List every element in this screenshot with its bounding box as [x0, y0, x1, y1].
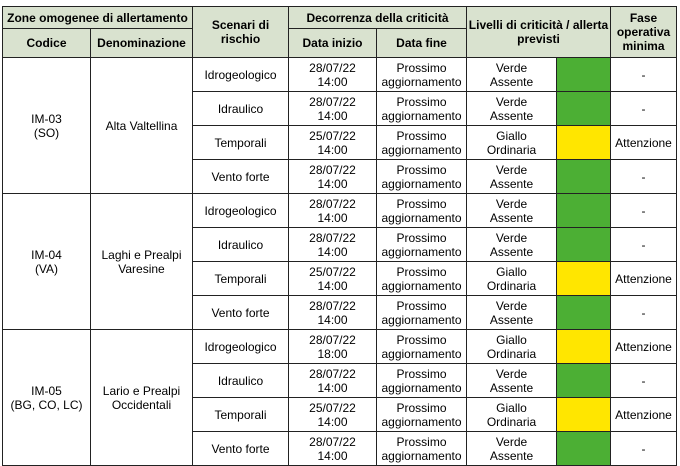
phase-header: Fase operativa minima	[611, 7, 677, 58]
validity-header: Decorrenza della criticità	[289, 7, 467, 29]
phase-cell: -	[611, 228, 677, 262]
scenario-cell: Vento forte	[193, 160, 289, 194]
level-label-cell: Verde Assente	[467, 58, 557, 92]
phase-cell: -	[611, 92, 677, 126]
zone-code: IM-04 (VA)	[3, 194, 91, 330]
phase-cell: -	[611, 296, 677, 330]
level-color-swatch	[557, 126, 611, 160]
level-label-cell: Verde Assente	[467, 296, 557, 330]
phase-cell: Attenzione	[611, 262, 677, 296]
levels-header: Livelli di criticità / allerta previsti	[467, 7, 611, 58]
table-body	[3, 58, 677, 466]
start-date-cell: 28/07/22 14:00	[289, 194, 377, 228]
level-label-cell: Giallo Ordinaria	[467, 330, 557, 364]
end-date-cell: Prossimo aggiornamento	[377, 364, 467, 398]
start-date-cell: 28/07/22 18:00	[289, 330, 377, 364]
end-date-cell: Prossimo aggiornamento	[377, 228, 467, 262]
scenario-cell: Vento forte	[193, 296, 289, 330]
scenario-cell: Temporali	[193, 126, 289, 160]
zone-name: Alta Valtellina	[91, 58, 193, 194]
level-color-swatch	[557, 330, 611, 364]
start-date-cell: 28/07/22 14:00	[289, 432, 377, 466]
end-date-cell: Prossimo aggiornamento	[377, 262, 467, 296]
end-date-cell: Prossimo aggiornamento	[377, 92, 467, 126]
level-label-cell: Verde Assente	[467, 364, 557, 398]
scenario-cell: Idrogeologico	[193, 194, 289, 228]
end-date-cell: Prossimo aggiornamento	[377, 398, 467, 432]
level-color-swatch	[557, 92, 611, 126]
level-label-cell: Verde Assente	[467, 160, 557, 194]
phase-cell: Attenzione	[611, 398, 677, 432]
end-date-cell: Prossimo aggiornamento	[377, 330, 467, 364]
start-header: Data inizio	[289, 29, 377, 58]
phase-cell: -	[611, 194, 677, 228]
scenario-cell: Vento forte	[193, 432, 289, 466]
level-label-cell: Giallo Ordinaria	[467, 126, 557, 160]
scenario-cell: Idrogeologico	[193, 330, 289, 364]
end-date-cell: Prossimo aggiornamento	[377, 296, 467, 330]
phase-cell: -	[611, 364, 677, 398]
zone-code: IM-05 (BG, CO, LC)	[3, 330, 91, 466]
level-label-cell: Verde Assente	[467, 228, 557, 262]
table-row	[3, 330, 677, 364]
end-date-cell: Prossimo aggiornamento	[377, 194, 467, 228]
level-color-swatch	[557, 432, 611, 466]
scenario-cell: Idraulico	[193, 364, 289, 398]
phase-cell: Attenzione	[611, 126, 677, 160]
level-label-cell: Verde Assente	[467, 92, 557, 126]
start-date-cell: 28/07/22 14:00	[289, 58, 377, 92]
start-date-cell: 25/07/22 14:00	[289, 126, 377, 160]
level-label-cell: Giallo Ordinaria	[467, 262, 557, 296]
code-header: Codice	[3, 29, 91, 58]
phase-cell: -	[611, 160, 677, 194]
level-color-swatch	[557, 262, 611, 296]
start-date-cell: 25/07/22 14:00	[289, 398, 377, 432]
level-color-swatch	[557, 58, 611, 92]
scenario-cell: Temporali	[193, 398, 289, 432]
name-header: Denominazione	[91, 29, 193, 58]
start-date-cell: 28/07/22 14:00	[289, 296, 377, 330]
level-label-cell: Verde Assente	[467, 194, 557, 228]
end-date-cell: Prossimo aggiornamento	[377, 160, 467, 194]
level-color-swatch	[557, 398, 611, 432]
phase-cell: Attenzione	[611, 330, 677, 364]
zone-group-header: Zone omogenee di allertamento	[3, 7, 193, 29]
level-color-swatch	[557, 160, 611, 194]
phase-cell: -	[611, 58, 677, 92]
phase-cell: -	[611, 432, 677, 466]
end-date-cell: Prossimo aggiornamento	[377, 126, 467, 160]
scenario-cell: Idraulico	[193, 92, 289, 126]
end-date-cell: Prossimo aggiornamento	[377, 58, 467, 92]
table-row	[3, 194, 677, 228]
scenario-cell: Idrogeologico	[193, 58, 289, 92]
end-header: Data fine	[377, 29, 467, 58]
level-color-swatch	[557, 296, 611, 330]
level-color-swatch	[557, 364, 611, 398]
zone-name: Lario e Prealpi Occidentali	[91, 330, 193, 466]
start-date-cell: 28/07/22 14:00	[289, 160, 377, 194]
table-row	[3, 58, 677, 92]
alert-table	[2, 6, 677, 466]
scenario-cell: Temporali	[193, 262, 289, 296]
start-date-cell: 28/07/22 14:00	[289, 364, 377, 398]
level-label-cell: Verde Assente	[467, 432, 557, 466]
level-label-cell: Giallo Ordinaria	[467, 398, 557, 432]
start-date-cell: 28/07/22 14:00	[289, 92, 377, 126]
zone-name: Laghi e Prealpi Varesine	[91, 194, 193, 330]
start-date-cell: 25/07/22 14:00	[289, 262, 377, 296]
end-date-cell: Prossimo aggiornamento	[377, 432, 467, 466]
zone-code: IM-03 (SO)	[3, 58, 91, 194]
scenarios-header: Scenari di rischio	[193, 7, 289, 58]
level-color-swatch	[557, 228, 611, 262]
scenario-cell: Idraulico	[193, 228, 289, 262]
level-color-swatch	[557, 194, 611, 228]
start-date-cell: 28/07/22 14:00	[289, 228, 377, 262]
